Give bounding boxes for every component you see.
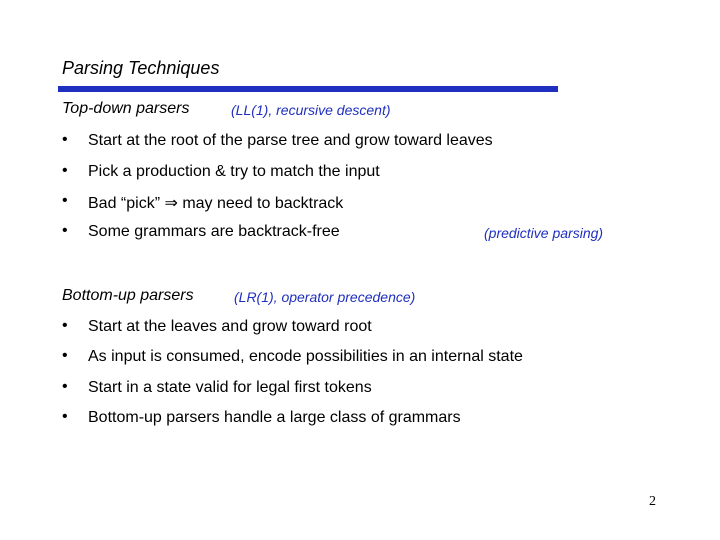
topdown-bullet-4: Some grammars are backtrack-free (88, 223, 340, 240)
bottomup-note: (LR(1), operator precedence) (234, 289, 416, 305)
bullet-icon: • (62, 192, 68, 209)
bullet-icon: • (62, 162, 68, 179)
bottomup-bullet-2: As input is consumed, encode possibilities in an internal state (88, 348, 523, 365)
slide-title: Parsing Techniques (62, 58, 220, 78)
bullet-icon: • (62, 317, 68, 334)
topdown-note: (LL(1), recursive descent) (231, 102, 391, 118)
bullet-icon: • (62, 347, 68, 364)
predictive-note: (predictive parsing) (484, 225, 604, 241)
bottomup-bullet-4: Bottom-up parsers handle a large class of grammars (88, 409, 461, 426)
bottomup-bullet-1: Start at the leaves and grow toward root (88, 318, 372, 335)
title-rule (58, 86, 558, 92)
bullet-icon: • (62, 378, 68, 395)
page-number: 2 (649, 494, 656, 509)
bullet-icon: • (62, 408, 68, 425)
bottomup-bullet-3: Start in a state valid for legal first tokens (88, 379, 372, 396)
bottomup-heading: Bottom-up parsers (62, 287, 194, 304)
topdown-bullet-1: Start at the root of the parse tree and grow toward leaves (88, 132, 493, 149)
topdown-bullet-3: Bad “pick” ⇒ may need to backtrack (88, 195, 344, 212)
topdown-bullet-2: Pick a production & try to match the input (88, 163, 380, 180)
bullet-icon: • (62, 131, 68, 148)
topdown-heading: Top-down parsers (62, 100, 190, 117)
bullet-icon: • (62, 222, 68, 239)
